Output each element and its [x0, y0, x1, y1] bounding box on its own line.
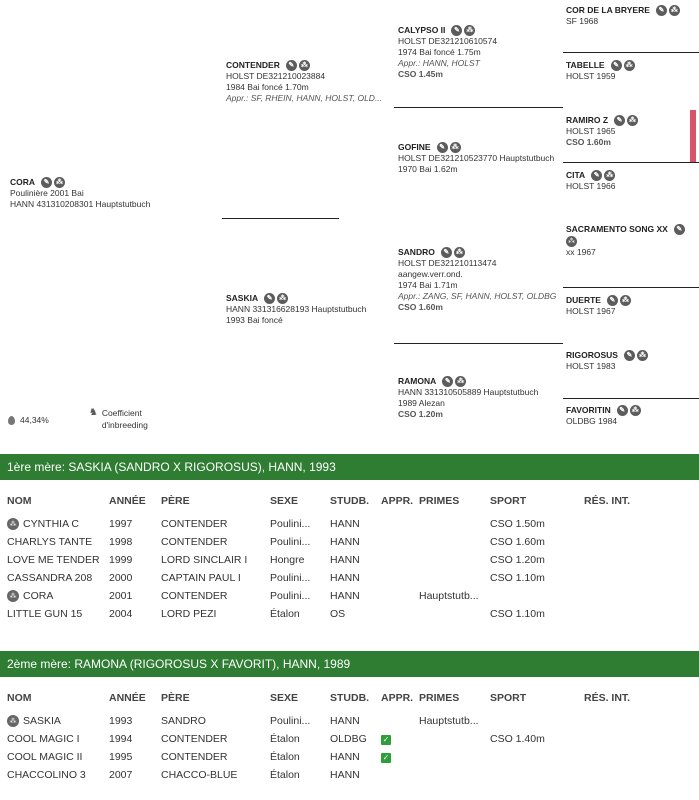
ancestor-2[interactable] [566, 60, 635, 82]
offspring-primes [419, 551, 490, 569]
col-pere[interactable]: PÈRE [161, 692, 190, 704]
subject-registry: HANN 431310208301 Hauptstutbuch [10, 199, 151, 209]
col-nom[interactable]: NOM [7, 495, 32, 507]
col-studb[interactable]: STUDB. [330, 692, 370, 704]
offspring-studbook: HANN [330, 572, 360, 584]
ancestor-info: HOLST 1966 [566, 181, 616, 191]
inbreeding-coefficient [8, 407, 148, 431]
offspring-primes: Hauptstutb... [419, 715, 479, 727]
family-icon[interactable]: ⁂ [7, 715, 19, 727]
sire-dam-info: 1970 Bai 1.62m [398, 164, 458, 174]
ancestor-name[interactable]: FAVORITIN [566, 405, 611, 415]
family-icon[interactable]: ⁂ [7, 590, 19, 602]
offspring-primes [419, 533, 490, 551]
offspring-sport [490, 712, 584, 730]
family-icon[interactable]: ⁂ [629, 117, 637, 124]
offspring-year: 2007 [109, 769, 133, 781]
offspring-res-int [584, 533, 699, 551]
offspring-approved [381, 587, 419, 605]
edit-icon[interactable]: ✎ [591, 170, 602, 181]
table-row[interactable] [0, 569, 699, 587]
sire-sire-sport: CSO 1.45m [398, 69, 443, 79]
offspring-primes: Hauptstutb... [419, 590, 479, 602]
edit-icon[interactable]: ✎ [611, 60, 622, 71]
offspring-sire[interactable]: CHACCO-BLUE [161, 769, 238, 781]
sire-horse[interactable] [226, 60, 382, 104]
offspring-res-int [584, 748, 699, 766]
col-studb[interactable]: STUDB. [330, 495, 370, 507]
offspring-primes [419, 730, 490, 748]
offspring-sex: Hongre [270, 554, 305, 566]
family-icon[interactable]: ⁂ [568, 238, 575, 245]
col-sexe[interactable]: SEXE [270, 692, 299, 704]
dam-registry: HANN 331316628193 Hauptstutbuch [226, 304, 367, 314]
ancestor-6[interactable] [566, 295, 631, 317]
offspring-approved [381, 533, 419, 551]
offspring-name[interactable]: SASKIA [23, 714, 61, 727]
offspring-sport: CSO 1.40m [490, 733, 545, 745]
family-icon[interactable]: ⁂ [7, 518, 19, 530]
offspring-res-int [584, 569, 699, 587]
edit-icon[interactable]: ✎ [624, 350, 635, 361]
first-dam-offspring-table [0, 487, 699, 623]
offspring-studbook: HANN [330, 554, 360, 566]
table-row[interactable] [0, 551, 699, 569]
col-pere[interactable]: PÈRE [161, 495, 190, 507]
dam-sire-info: 1974 Bai 1.71m [398, 280, 458, 290]
sire-name[interactable]: CONTENDER [226, 60, 280, 70]
dam-dam-sport: CSO 1.20m [398, 409, 443, 419]
edit-icon[interactable]: ✎ [437, 142, 448, 153]
offspring-name[interactable]: CORA [23, 589, 54, 602]
offspring-sport: CSO 1.50m [490, 518, 545, 530]
offspring-primes [419, 748, 490, 766]
offspring-year: 1995 [109, 751, 133, 763]
col-appr[interactable]: APPR. [381, 692, 414, 704]
sire-info: 1984 Bai foncé 1.70m [226, 82, 309, 92]
horse-icon: ♞ [88, 407, 98, 418]
offspring-sex: Étalon [270, 769, 300, 781]
sire-approvals: Appr.: SF, RHEIN, HANN, HOLST, OLD... [226, 93, 383, 103]
table-row[interactable] [0, 533, 699, 551]
col-primes[interactable]: PRIMES [419, 692, 460, 704]
offspring-studbook: OLDBG [330, 733, 367, 745]
coi-label: Coefficient [101, 408, 142, 418]
dam-sire-horse[interactable] [398, 247, 556, 313]
dam-info: 1993 Bai foncé [226, 315, 283, 325]
offspring-sex: Poulini... [270, 715, 311, 727]
table-row[interactable] [0, 587, 699, 605]
offspring-sire[interactable]: CONTENDER [161, 733, 228, 745]
col-res-int[interactable]: RÉS. INT. [584, 495, 631, 507]
ancestor-name[interactable]: COR DE LA BRYERE [566, 5, 650, 15]
offspring-sport [490, 748, 584, 766]
ancestor-name[interactable]: RAMIRO Z [566, 115, 609, 125]
check-icon: ✓ [382, 753, 390, 762]
offspring-res-int [584, 605, 699, 623]
ancestor-7[interactable] [566, 350, 648, 372]
offspring-res-int [584, 587, 699, 605]
sire-sire-info: 1974 Bai foncé 1.75m [398, 47, 481, 57]
ancestor-name[interactable]: CITA [566, 170, 586, 180]
offspring-sex: Poulini... [270, 536, 311, 548]
table-header-row [0, 487, 699, 515]
edit-icon[interactable]: ✎ [674, 224, 685, 235]
edit-icon[interactable]: ✎ [451, 25, 462, 36]
offspring-sex: Poulini... [270, 572, 311, 584]
offspring-primes [419, 605, 490, 623]
table-row[interactable] [0, 766, 699, 784]
offspring-year: 1997 [109, 518, 133, 530]
edit-icon[interactable]: ✎ [614, 115, 625, 126]
offspring-sex: Étalon [270, 733, 300, 745]
subject-name[interactable]: CORA [10, 177, 36, 187]
ancestor-info: OLDBG 1984 [566, 416, 618, 426]
offspring-res-int [584, 712, 699, 730]
offspring-name[interactable]: CYNTHIA C [23, 517, 80, 530]
offspring-res-int [584, 766, 699, 784]
sire-registry: HOLST DE321210023884 [226, 71, 326, 81]
family-icon[interactable]: ⁂ [625, 62, 633, 69]
col-sexe[interactable]: SEXE [270, 495, 299, 507]
offspring-name[interactable]: COOL MAGIC I [7, 733, 80, 745]
offspring-studbook: HANN [330, 751, 360, 763]
subject-info: Poulinière 2001 Bai [10, 188, 84, 198]
sire-sire-name[interactable]: CALYPSO II [398, 25, 446, 35]
offspring-sire[interactable]: CONTENDER [161, 518, 228, 530]
ancestor-info: HOLST 1965 [566, 126, 616, 136]
offspring-res-int [584, 551, 699, 569]
offspring-sex: Étalon [270, 608, 300, 620]
drop-icon [8, 416, 15, 425]
dam-dam-registry: HANN 331310505889 Hauptstutbuch [398, 387, 539, 397]
second-dam-header: 2ème mère: RAMONA (RIGOROSUS X FAVORIT), HANN, 1989 [0, 651, 699, 677]
offspring-year: 1993 [109, 715, 133, 727]
offspring-approved [381, 605, 419, 623]
offspring-year: 2000 [109, 572, 133, 584]
offspring-year: 1994 [109, 733, 133, 745]
family-icon[interactable]: ⁂ [279, 295, 287, 302]
offspring-sport: CSO 1.10m [490, 572, 545, 584]
edit-icon[interactable]: ✎ [264, 293, 275, 304]
second-dam-offspring-table [0, 684, 699, 784]
offspring-studbook: HANN [330, 536, 360, 548]
ancestor-info: xx 1967 [566, 247, 596, 257]
family-icon[interactable]: ⁂ [451, 144, 459, 151]
offspring-sport [490, 587, 584, 605]
offspring-approved [381, 712, 419, 730]
offspring-approved [381, 766, 419, 784]
connector [563, 287, 699, 288]
dam-sire-name[interactable]: SANDRO [398, 247, 435, 257]
offspring-approved [381, 551, 419, 569]
edit-icon[interactable]: ✎ [617, 405, 628, 416]
col-annee[interactable]: ANNÉE [109, 495, 146, 507]
ancestor-name[interactable]: TABELLE [566, 60, 605, 70]
offspring-res-int [584, 515, 699, 533]
ancestor-4[interactable] [566, 170, 615, 192]
offspring-sire[interactable]: CONTENDER [161, 751, 228, 763]
table-row[interactable] [0, 730, 699, 748]
dam-sire-sport: CSO 1.60m [398, 302, 443, 312]
col-sport[interactable]: SPORT [490, 495, 527, 507]
col-annee[interactable]: ANNÉE [109, 692, 146, 704]
offspring-approved [381, 748, 419, 766]
offspring-sire[interactable]: LORD SINCLAIR I [161, 554, 248, 566]
offspring-studbook: HANN [330, 518, 360, 530]
edit-icon[interactable]: ✎ [41, 177, 52, 188]
family-icon[interactable]: ⁂ [300, 62, 308, 69]
offspring-year: 1998 [109, 536, 133, 548]
ancestor-name[interactable]: SACRAMENTO SONG XX [566, 224, 668, 234]
edit-icon[interactable]: ✎ [607, 295, 618, 306]
offspring-year: 2004 [109, 608, 133, 620]
family-icon[interactable]: ⁂ [606, 172, 614, 179]
offspring-sex: Poulini... [270, 518, 311, 530]
connector [222, 218, 339, 219]
connector [563, 52, 699, 53]
check-icon: ✓ [382, 735, 390, 744]
offspring-year: 1999 [109, 554, 133, 566]
offspring-sex: Poulini... [270, 590, 311, 602]
ancestor-info: HOLST 1959 [566, 71, 616, 81]
col-appr[interactable]: APPR. [381, 495, 414, 507]
offspring-approved [381, 569, 419, 587]
dam-sire-approvals: Appr.: ZANG, SF, HANN, HOLST, OLDBG [398, 291, 557, 301]
ancestor-info: HOLST 1983 [566, 361, 616, 371]
coi-value: 44,34% [20, 415, 49, 425]
table-row[interactable] [0, 712, 699, 730]
offspring-sport: CSO 1.60m [490, 536, 545, 548]
offspring-sire[interactable]: SANDRO [161, 715, 206, 727]
offspring-year: 2001 [109, 590, 133, 602]
connector [394, 107, 563, 108]
connector [563, 398, 699, 399]
table-row[interactable] [0, 605, 699, 623]
ancestor-3[interactable] [566, 115, 638, 148]
dam-dam-horse[interactable] [398, 376, 538, 420]
first-dam-header: 1ère mère: SASKIA (SANDRO X RIGOROSUS), HANN, 1993 [0, 454, 699, 480]
dam-dam-info: 1989 Alezan [398, 398, 445, 408]
subject-horse[interactable] [10, 177, 150, 210]
offspring-studbook: HANN [330, 715, 360, 727]
offspring-sport: CSO 1.10m [490, 608, 545, 620]
sire-sire-approvals: Appr.: HANN, HOLST [398, 58, 480, 68]
edit-icon[interactable]: ✎ [442, 376, 453, 387]
offspring-name[interactable]: CHARLYS TANTE [7, 536, 93, 548]
family-icon[interactable]: ⁂ [631, 407, 639, 414]
offspring-studbook: HANN [330, 590, 360, 602]
offspring-name[interactable]: LITTLE GUN 15 [7, 608, 83, 620]
ancestor-8[interactable] [566, 405, 641, 427]
offspring-studbook: OS [330, 608, 346, 620]
col-sport[interactable]: SPORT [490, 692, 527, 704]
sire-dam-registry: HOLST DE321210523770 Hauptstutbuch [398, 153, 555, 163]
offspring-sport: CSO 1.20m [490, 554, 545, 566]
table-row[interactable] [0, 748, 699, 766]
offspring-primes [419, 569, 490, 587]
dam-dam-name[interactable]: RAMONA [398, 376, 437, 386]
sire-sire-registry: HOLST DE321210610574 [398, 36, 498, 46]
ancestor-5[interactable] [566, 224, 685, 258]
connector [563, 162, 699, 163]
col-nom[interactable]: NOM [7, 692, 32, 704]
offspring-sex: Étalon [270, 751, 300, 763]
inbreeding-marker [690, 110, 696, 162]
edit-icon[interactable]: ✎ [441, 247, 452, 258]
connector [394, 343, 563, 344]
dam-sire-registry: HOLST DE321210113474 [398, 258, 497, 268]
dam-horse[interactable] [226, 293, 366, 326]
family-icon[interactable]: ⁂ [457, 378, 465, 385]
ancestor-info: HOLST 1967 [566, 306, 616, 316]
table-row[interactable] [0, 515, 699, 533]
ancestor-name[interactable]: RIGOROSUS [566, 350, 618, 360]
family-icon[interactable]: ⁂ [670, 7, 678, 14]
dam-name[interactable]: SASKIA [226, 293, 259, 303]
offspring-studbook: HANN [330, 769, 360, 781]
offspring-sire[interactable]: LORD PEZI [161, 608, 217, 620]
edit-icon[interactable]: ✎ [286, 60, 297, 71]
sire-sire-horse[interactable] [398, 25, 497, 80]
table-header-row [0, 684, 699, 712]
offspring-sport [490, 766, 584, 784]
family-icon[interactable]: ⁂ [638, 352, 646, 359]
offspring-name[interactable]: COOL MAGIC II [7, 751, 83, 763]
ancestor-name[interactable]: DUERTE [566, 295, 601, 305]
ancestor-1[interactable] [566, 5, 680, 27]
offspring-res-int [584, 730, 699, 748]
family-icon[interactable]: ⁂ [466, 27, 474, 34]
offspring-name[interactable]: LOVE ME TENDER [7, 554, 100, 566]
col-primes[interactable]: PRIMES [419, 495, 460, 507]
offspring-primes [419, 515, 490, 533]
offspring-approved [381, 730, 419, 748]
edit-icon[interactable]: ✎ [656, 5, 667, 16]
offspring-sire[interactable]: CONTENDER [161, 536, 228, 548]
offspring-primes [419, 766, 490, 784]
sire-dam-name[interactable]: GOFINE [398, 142, 431, 152]
coi-label-2: d'inbreeding [101, 420, 148, 430]
offspring-name[interactable]: CASSANDRA 208 [7, 572, 93, 584]
col-res-int[interactable]: RÉS. INT. [584, 692, 631, 704]
sire-dam-horse[interactable] [398, 142, 554, 175]
offspring-name[interactable]: CHACCOLINO 3 [7, 769, 86, 781]
dam-sire-status: aangew.verr.ond. [398, 269, 463, 279]
offspring-sire[interactable]: CAPTAIN PAUL I [161, 572, 241, 584]
family-icon[interactable]: ⁂ [621, 297, 629, 304]
offspring-sire[interactable]: CONTENDER [161, 590, 228, 602]
ancestor-sport: CSO 1.60m [566, 137, 611, 147]
offspring-approved [381, 515, 419, 533]
ancestor-info: SF 1968 [566, 16, 599, 26]
family-icon[interactable]: ⁂ [455, 249, 463, 256]
family-icon[interactable]: ⁂ [56, 179, 64, 186]
